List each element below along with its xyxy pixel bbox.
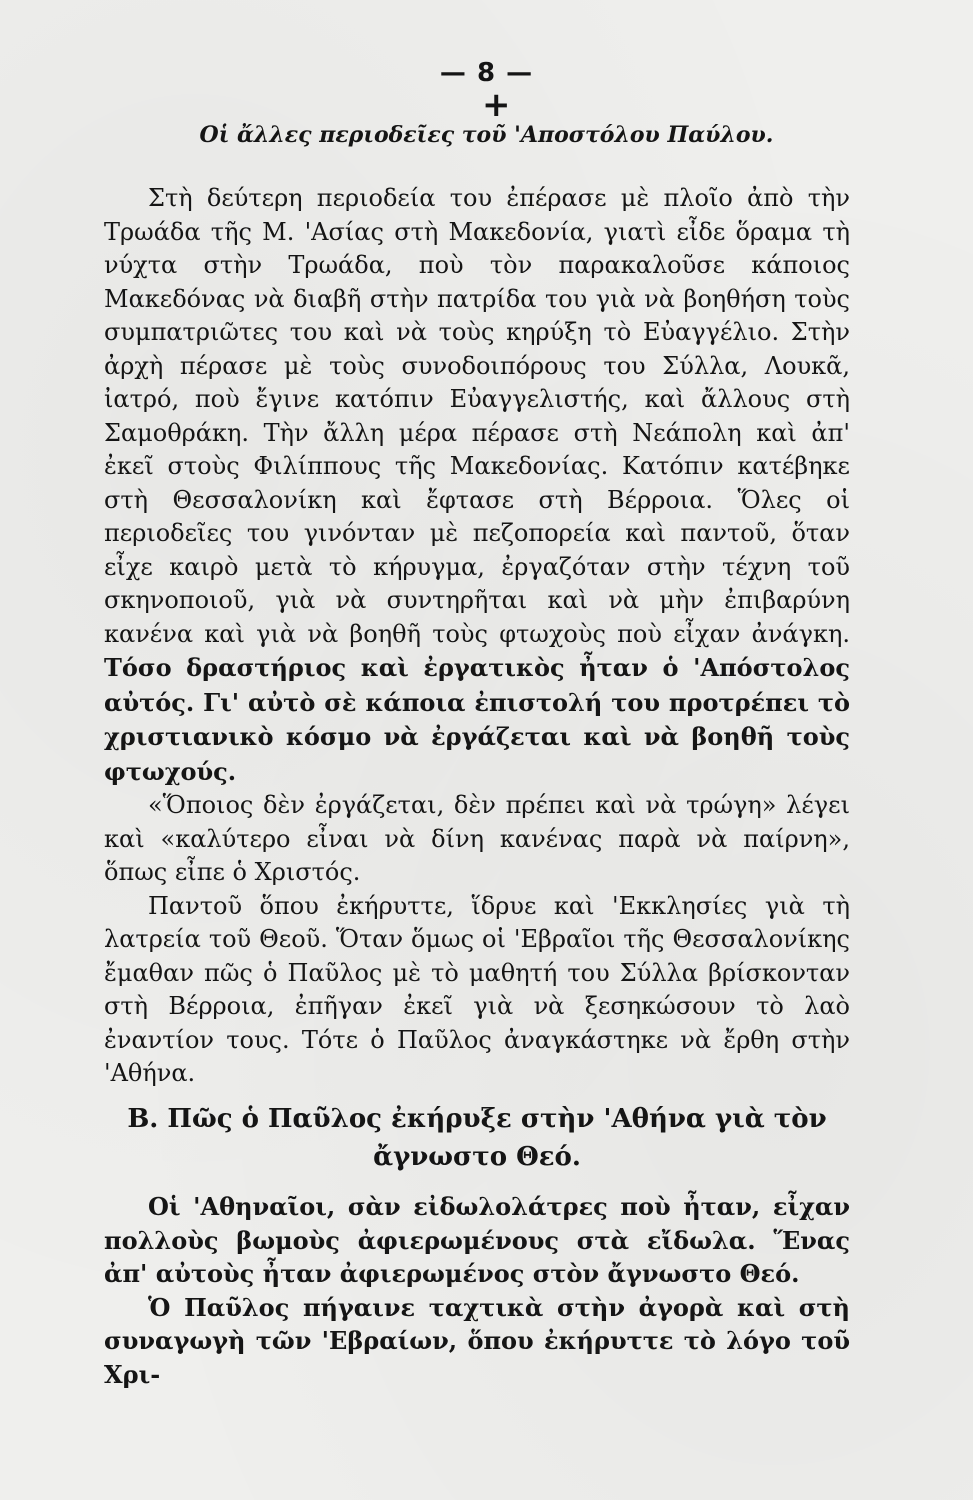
body-text-section-a (104, 182, 850, 1091)
paragraph-athenians: Οἱ 'Αθηναῖοι, σὰν εἰδωλολάτρες ποὺ ἦταν, εἶχαν πολλοὺς βωμοὺς ἀφιερωμένους στὰ εἴδωλα. Ἕνας ἀπ' αὐτοὺς ἦταν ἀφιερωμένος στὸν ἄγνωστο Θεό. (104, 1192, 850, 1288)
chapter-heading: Β. Πῶς ὁ Παῦλος ἐκήρυξε στὴν 'Αθήνα γιὰ τὸν ἄγνωστο Θεό. (127, 1104, 827, 1172)
section-heading: Οἱ ἄλλες περιοδεῖες τοῦ 'Αποστόλου Παύλου. (199, 122, 774, 148)
body-text-section-b (104, 1190, 850, 1391)
paragraph-second-journey (104, 182, 850, 789)
paragraph-agora: Ὁ Παῦλος πήγαινε ταχτικὰ στὴν ἀγορὰ καὶ στὴ συναγωγὴ τῶν 'Εβραίων, ὅπου ἐκήρυττε τὸ λόγο τοῦ Χρι- (104, 1292, 850, 1389)
paragraph-emphasis: Τόσο δραστήριος καὶ ἐργατικὸς ἦταν ὁ 'Απόστολος αὐτός. Γι' αὐτὸ σὲ κάποια ἐπιστολή του προτρέπει τὸ χριστιανικὸ κόσμο νὰ ἐργάζεται καὶ νὰ βοηθῆ τοὺς φτωχούς. (104, 653, 850, 786)
paragraph-churches: Παντοῦ ὅπου ἐκήρυττε, ἵδρυε καὶ 'Εκκλησίες γιὰ τὴ λατρεία τοῦ Θεοῦ. Ὅταν ὅμως οἱ 'Εβραῖοι τῆς Θεσσαλονίκης ἔμαθαν πῶς ὁ Παῦλος μὲ τὸ μαθητή του Σύλλα βρίσκονταν στὴ Βέρροια, ἐπῆγαν ἐκεῖ γιὰ νὰ ξεσηκώσουν τὸ λαὸ ἐναντίον τους. Τότε ὁ Παῦλος ἀναγκάστηκε νὰ ἔρθη στὴν 'Αθήνα. (104, 891, 850, 1087)
paragraph-quote: «Ὅποιος δὲν ἐργάζεται, δὲν πρέπει καὶ νὰ τρώγη» λέγει καὶ «καλύτερο εἶναι νὰ δίνη κανένας παρὰ νὰ παίρνη», ὅπως εἶπε ὁ Χριστός. (104, 791, 850, 886)
page-number: — 8 — (439, 58, 534, 88)
handwritten-cross-mark: + (482, 85, 511, 125)
paragraph-text: Στὴ δεύτερη περιοδεία του ἐπέρασε μὲ πλοῖο ἀπὸ τὴν Τρωάδα τῆς Μ. 'Ασίας στὴ Μακεδονία, γιατὶ εἶδε ὅραμα τὴ νύχτα στὴν Τρωάδα, ποὺ τὸν παρακαλοῦσε κάποιος Μακεδόνας νὰ διαβῆ στὴν πατρίδα του γιὰ νὰ βοηθήση τοὺς συμπατριῶτες του καὶ νὰ τοὺς κηρύξη τὸ Εὐαγγέλιο. Στὴν ἀρχὴ πέρασε μὲ τοὺς συνοδοιπόρους του Σύλλα, Λουκᾶ, ἰατρό, ποὺ ἔγινε κατόπιν Εὐαγγελιστής, καὶ ἄλλους στὴ Σαμοθράκη. Τὴν ἄλλη μέρα πέρασε στὴ Νεάπολη καὶ ἀπ' ἐκεῖ στοὺς Φιλίππους τῆς Μακεδονίας. Κατόπιν κατέβηκε στὴ Θεσσαλονίκη καὶ ἔφτασε στὴ Βέρροια. Ὅλες οἱ περιοδεῖες του γινόνταν μὲ πεζοπορεία καὶ παντοῦ, ὅταν εἶχε καιρὸ μετὰ τὸ κήρυγμα, ἐργαζόταν στὴν τέχνη τοῦ σκηνοποιοῦ, γιὰ νὰ συντηρῆται καὶ νὰ μὴν ἐπιβαρύνη κανένα καὶ γιὰ νὰ βοηθῆ τοὺς φτωχοὺς ποὺ εἶχαν ἀνάγκη. (104, 184, 850, 648)
